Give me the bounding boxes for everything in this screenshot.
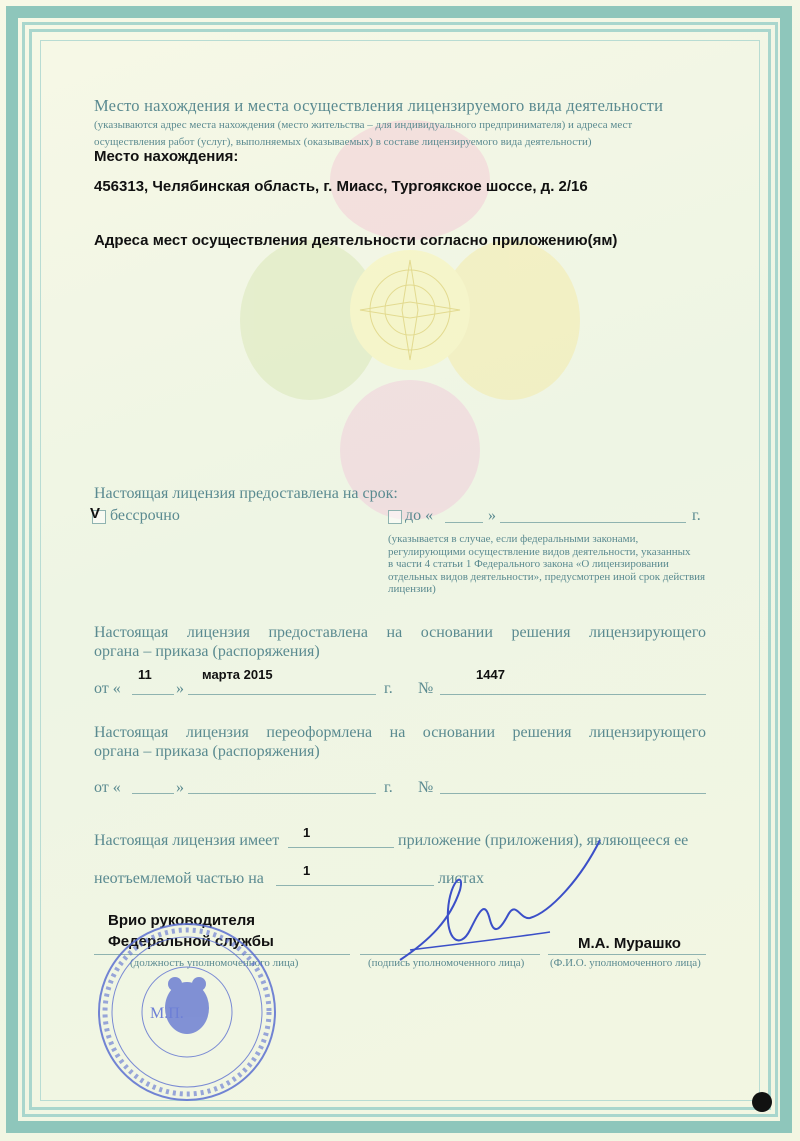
unlimited-label: бессрочно: [110, 507, 180, 524]
reissue-number-line: [440, 793, 706, 794]
until-checkbox: [388, 510, 402, 524]
basis-from-label: от «: [94, 680, 121, 697]
appendix-count: 1: [303, 825, 311, 840]
reissue-line1: Настоящая лицензия переоформлена на основании решения лицензирующего: [94, 724, 706, 741]
term-note: [388, 533, 708, 596]
reissue-year-suffix: г.: [384, 779, 393, 796]
check-mark: V: [90, 505, 101, 522]
appendix-line2-end: листах: [438, 870, 484, 887]
name-caption: (Ф.И.О. уполномоченного лица): [550, 957, 701, 969]
activity-places: Адреса мест осуществления деятельности согласно приложению(ям): [94, 232, 618, 249]
basis-line1: Настоящая лицензия предоставлена на основании решения лицензирующего: [94, 624, 706, 641]
reissue-line2: органа – приказа (распоряжения): [94, 743, 320, 760]
basis-number-line: [440, 694, 706, 695]
location-address: 456313, Челябинская область, г. Миасс, Тургоякское шоссе, д. 2/16: [94, 178, 588, 195]
position-line1: Врио руководителя: [108, 912, 256, 929]
punch-hole: [752, 1092, 772, 1112]
until-label: до «: [405, 507, 434, 524]
reissue-month-line: [188, 793, 376, 794]
term-note-line3: в части 4 статьи 1 Федерального закона «О лицензировании: [388, 558, 669, 570]
until-day-line: [445, 522, 483, 523]
until-close-quote: »: [488, 507, 496, 524]
position-line2: Федеральной службы: [108, 933, 274, 950]
reissue-number-sign: №: [418, 779, 434, 796]
official-stamp: [95, 920, 280, 1105]
basis-month-line: [188, 694, 376, 695]
term-title: Настоящая лицензия предоставлена на срок:: [94, 485, 398, 502]
basis-day-line: [132, 694, 174, 695]
basis-day: 11: [138, 667, 152, 682]
signer-name: М.А. Мурашко: [578, 935, 681, 952]
section-note-line1: (указываются адрес места нахождения (место жительства – для индивидуального предпринимателя) и адреса мест: [94, 119, 633, 131]
appendix-line2-start: неотъемлемой частью на: [94, 870, 264, 887]
sheets-count: 1: [303, 863, 311, 878]
term-note-line5: лицензии): [388, 583, 436, 595]
basis-line2: органа – приказа (распоряжения): [94, 643, 320, 660]
basis-number: 1447: [476, 667, 505, 682]
stamp-mp: М.П.: [150, 1005, 184, 1022]
term-note-line1: (указывается в случае, если федеральными законами,: [388, 533, 639, 545]
reissue-from-label: от «: [94, 779, 121, 796]
reissue-close-quote: »: [176, 779, 184, 796]
until-year-suffix: г.: [692, 507, 701, 524]
section-title: Место нахождения и места осуществления лицензируемого вида деятельности: [94, 96, 664, 115]
location-label: Место нахождения:: [94, 148, 239, 165]
signature-caption: (подпись уполномоченного лица): [368, 957, 525, 969]
appendix-count-line: [288, 847, 394, 848]
basis-number-sign: №: [418, 680, 434, 697]
appendix-line1-start: Настоящая лицензия имеет: [94, 832, 280, 849]
section-note-line2: осуществления работ (услуг), выполняемых (оказываемых) в составе лицензируемого вида деятельности): [94, 136, 592, 148]
appendix-line1-end: приложение (приложения), являющееся ее: [398, 832, 689, 849]
handwritten-signature: [390, 820, 620, 980]
term-note-line4: отдельных видов деятельности», предусмотрен иной срок действия: [388, 570, 706, 583]
reissue-day-line: [132, 793, 174, 794]
basis-year-suffix: г.: [384, 680, 393, 697]
term-note-line2: регулирующими осуществление видов деятельности, указанных: [388, 545, 691, 558]
position-caption: (должность уполномоченного лица): [130, 957, 299, 969]
basis-month-year: марта 2015: [202, 667, 273, 682]
until-date-line: [500, 522, 686, 523]
basis-close-quote: »: [176, 680, 184, 697]
